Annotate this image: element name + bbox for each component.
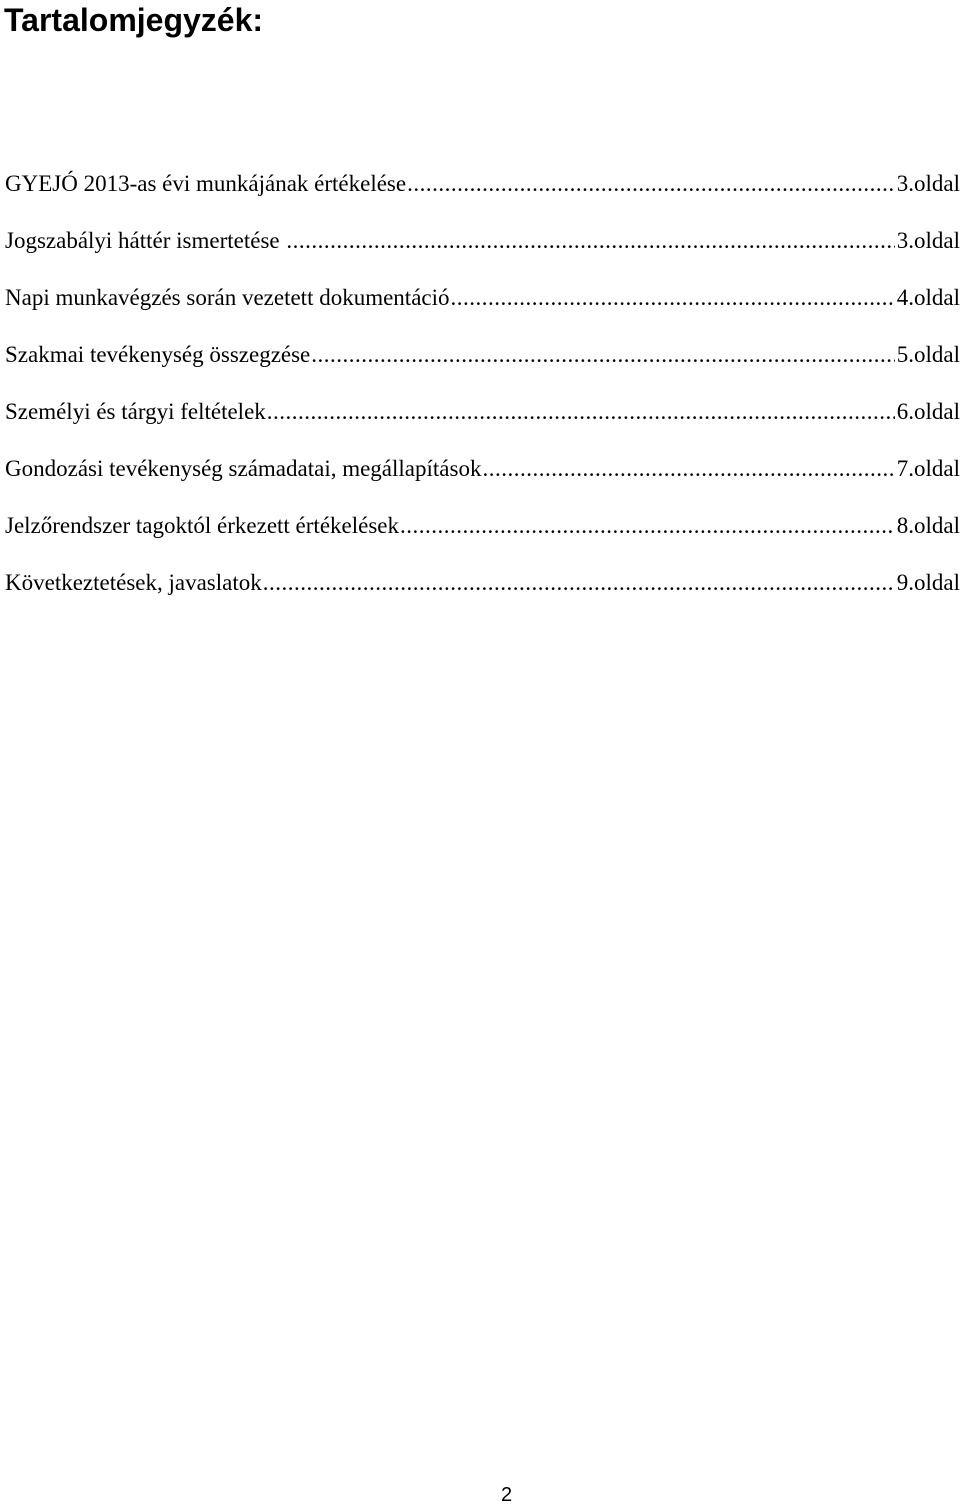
- toc-entry: [5, 335, 960, 392]
- toc-entry: [5, 563, 960, 620]
- toc-heading: Tartalomjegyzék:: [4, 2, 264, 38]
- toc-entry-title: Jogszabályi háttér ismertetése: [5, 228, 286, 253]
- toc-dot-leader: [451, 278, 895, 318]
- toc-entry-page: 3.oldal: [896, 171, 960, 196]
- toc-entry-page: 6.oldal: [896, 399, 960, 424]
- toc-entry: [5, 221, 960, 278]
- toc-entry-page: 9.oldal: [896, 570, 960, 595]
- toc-entry-page: 5.oldal: [896, 342, 960, 367]
- toc-entry-title: Következtetések, javaslatok: [5, 570, 262, 595]
- toc-entry-title: Gondozási tevékenység számadatai, megállapítások: [5, 456, 482, 481]
- toc-entry: [5, 164, 960, 221]
- toc-dot-leader: [311, 335, 894, 375]
- toc-dot-leader: [482, 449, 894, 489]
- toc-entry: [5, 392, 960, 449]
- toc-dot-leader: [286, 221, 894, 261]
- toc-dot-leader: [400, 506, 895, 546]
- toc-dot-leader: [267, 392, 895, 432]
- toc-entry-title: Személyi és tárgyi feltételek: [5, 399, 266, 424]
- toc-dot-leader: [263, 563, 895, 603]
- toc-dot-leader: [407, 164, 895, 204]
- toc-entry: [5, 449, 960, 506]
- toc-entry-title: Napi munkavégzés során vezetett dokumentáció: [5, 285, 450, 310]
- table-of-contents: [5, 164, 960, 620]
- toc-entry: [5, 506, 960, 563]
- toc-entry-title: GYEJÓ 2013-as évi munkájának értékelése: [5, 171, 407, 196]
- toc-entry-title: Jelzőrendszer tagoktól érkezett értékelések: [5, 513, 399, 538]
- toc-entry: [5, 278, 960, 335]
- toc-entry-page: 7.oldal: [896, 456, 960, 481]
- toc-entry-page: 3.oldal: [896, 228, 960, 253]
- page-number: 2: [501, 1484, 513, 1506]
- toc-entry-page: 8.oldal: [896, 513, 960, 538]
- toc-entry-title: Szakmai tevékenység összegzése: [5, 342, 311, 367]
- toc-entry-page: 4.oldal: [896, 285, 960, 310]
